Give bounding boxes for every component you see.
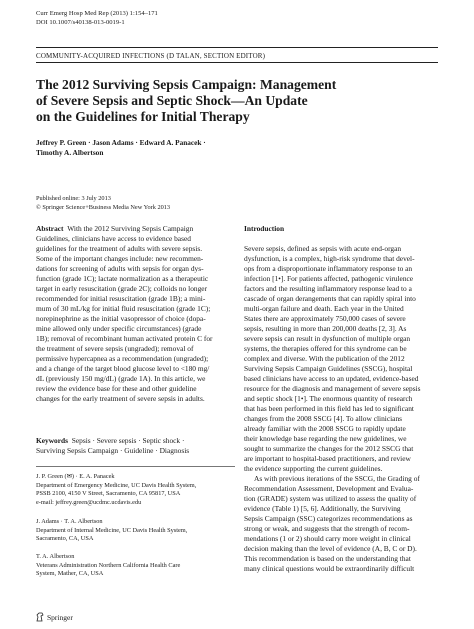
keywords-label: Keywords bbox=[36, 436, 69, 445]
publication-info bbox=[36, 195, 170, 212]
abstract-line: changes for the early treatment of severe sepsis in adults. bbox=[36, 394, 205, 403]
abstract-line: function (grade 1C); lactate normalization as a therapeutic bbox=[36, 274, 209, 283]
intro-line: already familiar with the 2008 SSCG to rapidly update bbox=[244, 424, 406, 433]
intro-line: infection [1•]. For patients affected, pathogenic virulence bbox=[244, 274, 414, 283]
intro-line: evidence (Table 1) [5, 6]. Additionally, the Surviving bbox=[244, 504, 401, 513]
abstract-line: the treatment of severe sepsis (ungraded); removal of bbox=[36, 344, 194, 353]
email-link[interactable]: e-mail: jeffrey.green@ucdmc.ucdavis.edu bbox=[36, 498, 142, 506]
intro-line: factors and the resulting inflammatory response lead to a bbox=[244, 284, 412, 293]
affiliation-block bbox=[36, 473, 196, 507]
intro-line: sought to summarize the changes for the 2012 SSCG that bbox=[244, 444, 414, 453]
intro-line: resource for the diagnosis and management of severe sepsis bbox=[244, 384, 421, 393]
keywords bbox=[36, 436, 235, 456]
abstract-line: target in early resuscitation (grade 2C); colloids no longer bbox=[36, 284, 208, 293]
intro-line: dysfunction, is a complex, high-risk syndrome that devel- bbox=[244, 254, 415, 263]
abstract-line: 1B); removal of recombinant human activated protein C for bbox=[36, 334, 213, 343]
intro-line: Severe sepsis, defined as sepsis with acute end-organ bbox=[244, 244, 402, 253]
intro-line: multi-organ failure and death. Each year in the United bbox=[244, 304, 404, 313]
abstract-line: dations for screening of adults with sepsis for organ dys- bbox=[36, 264, 204, 273]
intro-line: decision making than the level of evidence (A, B, C or D). bbox=[244, 544, 417, 553]
affiliation-line: System, Mather, CA, USA bbox=[36, 570, 104, 578]
introduction bbox=[244, 224, 443, 574]
affiliation-line: J. P. Green (✉) · E. A. Panacek bbox=[36, 473, 115, 480]
intro-line: strong or weak, and suggests that the strength of recom- bbox=[244, 524, 410, 533]
affiliation-line: Sacramento, CA, USA bbox=[36, 535, 94, 543]
intro-line: are important to hospital-based practitioners, and review bbox=[244, 454, 411, 463]
intro-paragraph-1 bbox=[244, 244, 443, 474]
affiliation-block bbox=[36, 518, 187, 544]
abstract-line: mum of 30 mL/kg for initial fluid resuscitation (grade 1C); bbox=[36, 304, 211, 313]
title-line: The 2012 Surviving Sepsis Campaign: Management bbox=[36, 77, 337, 92]
intro-line: As with previous iterations of the SSCG, the Grading of bbox=[254, 474, 420, 483]
title-line: on the Guidelines for Initial Therapy bbox=[36, 109, 250, 124]
abstract-line: and a change of the target blood glucose level to <180 mg/ bbox=[36, 364, 210, 373]
intro-line: many clinical questions would be extraordinarily difficult bbox=[244, 564, 415, 573]
intro-paragraph-2 bbox=[244, 474, 443, 574]
intro-line: cascade of organ derangements that can rapidly spiral into bbox=[244, 294, 416, 303]
publisher-logo bbox=[36, 612, 73, 622]
journal-header bbox=[36, 9, 158, 27]
footnote-separator bbox=[36, 466, 235, 467]
abstract-line: review the evidence base for these and other guideline bbox=[36, 384, 197, 393]
affiliation-block bbox=[36, 553, 180, 579]
intro-line: severe sepsis can result in dysfunction of multiple organ bbox=[244, 334, 411, 343]
abstract-line: norepinephrine as the initial vasopressor of choice (dopa- bbox=[36, 314, 206, 323]
abstract-line: mine allowed only under specific circumstances) (grade bbox=[36, 324, 202, 333]
abstract-line: dL (previously 150 mg/dL) (grade 1A). In this article, we bbox=[36, 374, 206, 383]
introduction-heading: Introduction bbox=[244, 224, 285, 233]
intro-line: ops from a disproportionate inflammatory response to an bbox=[244, 264, 413, 273]
abstract-line: With the 2012 Surviving Sepsis Campaign bbox=[67, 224, 194, 233]
intro-line: Sepsis Campaign (SSC) categorizes recommendations as bbox=[244, 514, 413, 523]
section-rule-top bbox=[36, 47, 438, 48]
intro-line: Surviving Sepsis Campaign Guidelines (SSCG), hospital bbox=[244, 364, 413, 373]
affiliation-line: Department of Emergency Medicine, UC Davis Health System, bbox=[36, 481, 197, 489]
journal-citation: Curr Emerg Hosp Med Rep (2013) 1:154–171 bbox=[36, 10, 158, 17]
authors-line: Jeffrey P. Green · Jason Adams · Edward A. Panacek · bbox=[36, 138, 206, 147]
springer-horse-icon bbox=[36, 612, 44, 622]
intro-line: This recommendation is based on the understanding that bbox=[244, 554, 411, 563]
intro-line: systems, the therapies offered for this syndrome can be bbox=[244, 344, 407, 353]
abstract-line: permissive hypercapnea as a recommendation (ungraded); bbox=[36, 354, 209, 363]
keywords-line: Surviving Sepsis Campaign · Guideline · Diagnosis bbox=[36, 446, 190, 455]
intro-line: changes from the 2008 SSCG [4]. To allow clinicians bbox=[244, 414, 403, 423]
section-label: COMMUNITY-ACQUIRED INFECTIONS (D TALAN, SECTION EDITOR) bbox=[36, 52, 266, 60]
copyright: © Springer Science+Business Media New York 2013 bbox=[36, 203, 171, 211]
intro-line: based clinicians have access to an updated, evidence-based bbox=[244, 374, 419, 383]
abstract-line: Guidelines, clinicians have access to evidence based bbox=[36, 234, 191, 243]
affiliation-line: J. Adams · T. A. Albertson bbox=[36, 518, 103, 525]
abstract bbox=[36, 224, 235, 404]
affiliation-line: T. A. Albertson bbox=[36, 553, 75, 560]
intro-line: their knowledge base regarding the new guidelines, we bbox=[244, 434, 407, 443]
intro-line: and septic shock [1•]. The enormous quantity of research bbox=[244, 394, 413, 403]
abstract-label: Abstract bbox=[36, 224, 64, 233]
intro-line: tion (GRADE) system was utilized to assess the quality of bbox=[244, 494, 417, 503]
authors-line: Timothy A. Albertson bbox=[36, 148, 104, 157]
author-list bbox=[36, 138, 206, 158]
intro-line: sepsis, resulting in more than 200,000 deaths [2, 3]. As bbox=[244, 324, 407, 333]
affiliation-line: PSSB 2100, 4150 V Street, Sacramento, CA 95817, USA bbox=[36, 490, 181, 498]
article-title bbox=[36, 77, 436, 125]
intro-line: the evidence supporting the current guidelines. bbox=[244, 464, 383, 473]
section-rule-bottom bbox=[36, 62, 438, 63]
abstract-line: Some of the important changes include: new recommen- bbox=[36, 254, 204, 263]
intro-line: mendations (1 or 2) should carry more weight in clinical bbox=[244, 534, 411, 543]
intro-line: States there are approximately 750,000 cases of severe bbox=[244, 314, 406, 323]
intro-line: complex and diverse. With the publication of the 2012 bbox=[244, 354, 405, 363]
intro-line: that has been performed in this field has led to significant bbox=[244, 404, 414, 413]
abstract-line: recommended for initial resuscitation (grade 1B); a mini- bbox=[36, 294, 206, 303]
intro-line: Recommendation Assessment, Development and Evalua- bbox=[244, 484, 414, 493]
keywords-line: Sepsis · Severe sepsis · Septic shock · bbox=[71, 436, 185, 445]
title-line: of Severe Sepsis and Septic Shock—An Update bbox=[36, 93, 308, 108]
doi: DOI 10.1007/s40138-013-0019-1 bbox=[36, 19, 125, 26]
published-online: Published online: 3 July 2013 bbox=[36, 195, 111, 202]
abstract-line: guidelines for the treatment of adults with severe sepsis. bbox=[36, 244, 203, 253]
publisher-name: Springer bbox=[47, 612, 73, 622]
affiliation-line: Department of Internal Medicine, UC Davis Health System, bbox=[36, 526, 188, 534]
affiliation-line: Veterans Administration Northern California Health Care bbox=[36, 561, 181, 569]
